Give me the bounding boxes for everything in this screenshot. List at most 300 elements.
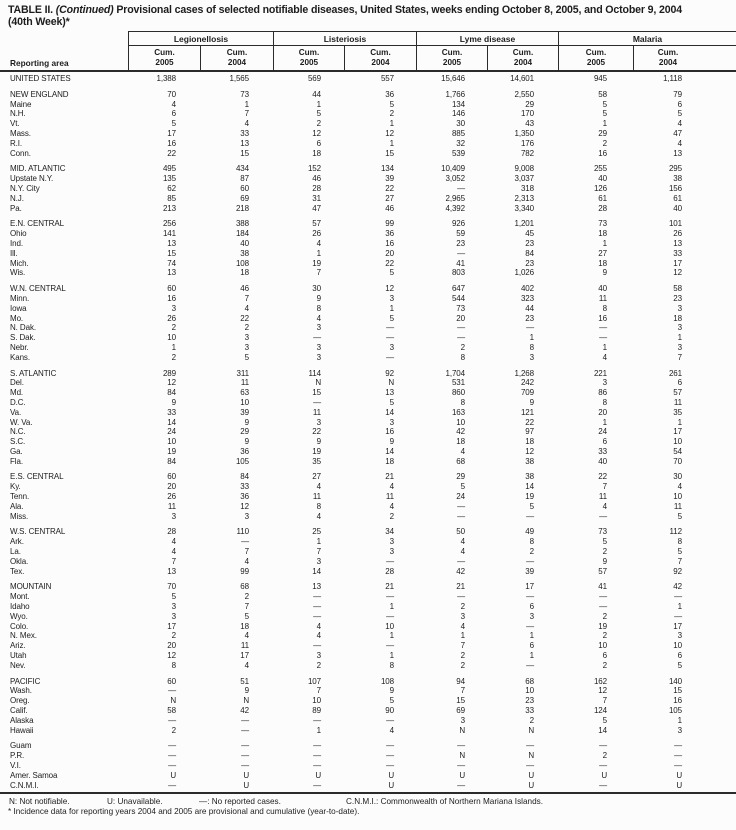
table-row (0, 219, 736, 229)
value-cell: 5 (602, 715, 607, 725)
value-cell: 3 (316, 342, 321, 352)
cum-year-header: Cum. 2004 (344, 46, 416, 71)
value-cell: 140 (668, 676, 682, 686)
value-cell: 47 (673, 128, 682, 138)
value-cell: 13 (673, 148, 682, 158)
value-cell: 5 (389, 268, 394, 278)
table-row (0, 90, 736, 100)
value-cell: 539 (451, 148, 465, 158)
value-cell: — (457, 323, 465, 333)
value-cell: 218 (235, 203, 249, 213)
value-cell: 36 (385, 89, 394, 99)
value-cell: 2 (460, 342, 465, 352)
value-cell: 11 (598, 293, 607, 303)
cum-year-header: Cum. 2005 (273, 46, 344, 71)
value-cell: — (386, 556, 394, 566)
value-cell: 10 (456, 417, 465, 427)
value-cell: 15 (385, 148, 394, 158)
value-cell: — (386, 715, 394, 725)
table-header (0, 31, 736, 71)
value-cell: — (313, 780, 321, 790)
value-cell: — (526, 741, 534, 751)
value-cell: U (315, 770, 321, 780)
value-cell: 27 (598, 248, 607, 258)
value-cell: 1 (460, 631, 465, 641)
value-cell: — (386, 751, 394, 761)
value-cell: 2 (171, 631, 176, 641)
value-cell: 40 (598, 174, 607, 184)
table-row (0, 651, 736, 661)
value-cell: 70 (673, 456, 682, 466)
table-row (0, 239, 736, 249)
value-cell: 108 (235, 258, 249, 268)
value-cell: 3 (460, 611, 465, 621)
table-row (0, 314, 736, 324)
area-cell: Guam (10, 741, 32, 751)
value-cell: 2 (171, 323, 176, 333)
value-cell: 135 (162, 174, 176, 184)
area-cell: N.J. (10, 193, 24, 203)
table-row (0, 398, 736, 408)
value-cell: 5 (316, 109, 321, 119)
value-cell: 2 (389, 511, 394, 521)
value-cell: 3 (171, 611, 176, 621)
footnote-legend (0, 797, 736, 807)
value-cell: 19 (525, 492, 534, 502)
table-row (0, 119, 736, 129)
value-cell: — (526, 323, 534, 333)
area-cell: Wis. (10, 268, 26, 278)
value-cell: 18 (525, 437, 534, 447)
value-cell: 3 (389, 342, 394, 352)
area-cell: NEW ENGLAND (10, 89, 69, 99)
value-cell: 6 (171, 109, 176, 119)
value-cell: 184 (235, 229, 249, 239)
value-cell: 33 (167, 407, 176, 417)
cum-year-header: Cum. 2004 (633, 46, 736, 71)
value-cell: 782 (520, 148, 534, 158)
value-cell: 3 (244, 342, 249, 352)
value-cell: 13 (167, 238, 176, 248)
table-row (0, 761, 736, 771)
table-row (0, 726, 736, 736)
value-cell: 4 (316, 482, 321, 492)
value-cell: 5 (171, 119, 176, 129)
value-cell: 3 (244, 333, 249, 343)
value-cell: 569 (307, 74, 321, 83)
value-cell: 10 (240, 397, 249, 407)
value-cell: 8 (171, 660, 176, 670)
cum-year-header: Cum. 2005 (416, 46, 487, 71)
value-cell: 14 (385, 407, 394, 417)
value-cell: 18 (240, 268, 249, 278)
disease-group-header: Lyme disease (416, 32, 558, 46)
value-cell: 5 (602, 99, 607, 109)
value-cell: 2 (460, 660, 465, 670)
value-cell: — (599, 741, 607, 751)
value-cell: 4 (460, 537, 465, 547)
value-cell: 945 (593, 74, 607, 83)
value-cell: 33 (598, 446, 607, 456)
value-cell: 16 (598, 148, 607, 158)
value-cell: 3 (677, 323, 682, 333)
value-cell: 51 (240, 676, 249, 686)
value-cell: 23 (525, 238, 534, 248)
value-cell: 73 (456, 303, 465, 313)
value-cell: 34 (385, 527, 394, 537)
value-cell: 3 (529, 352, 534, 362)
value-cell: 3 (529, 611, 534, 621)
value-cell: 2 (602, 547, 607, 557)
value-cell: 7 (460, 641, 465, 651)
value-cell: — (241, 715, 249, 725)
value-cell: 99 (385, 219, 394, 229)
value-cell: 10 (673, 492, 682, 502)
value-cell: — (241, 761, 249, 770)
value-cell: 54 (673, 446, 682, 456)
value-cell: — (386, 333, 394, 343)
table-row (0, 333, 736, 343)
cum-year-header: Cum. 2005 (128, 46, 200, 71)
value-cell: 1 (677, 715, 682, 725)
value-cell: 50 (456, 527, 465, 537)
value-cell: 4 (677, 119, 682, 129)
area-cell: Fla. (10, 456, 23, 466)
value-cell: 8 (389, 660, 394, 670)
value-cell: U (528, 770, 534, 780)
value-cell: 10,409 (441, 164, 465, 174)
value-cell: 4 (244, 556, 249, 566)
value-cell: 30 (673, 472, 682, 482)
value-cell: 10 (312, 696, 321, 706)
value-cell: 92 (385, 368, 394, 378)
value-cell: 4 (171, 547, 176, 557)
value-cell: 4 (244, 631, 249, 641)
table-row (0, 418, 736, 428)
value-cell: 38 (673, 174, 682, 184)
value-cell: 141 (162, 229, 176, 239)
value-cell: 885 (451, 128, 465, 138)
area-cell: P.R. (10, 751, 25, 761)
value-cell: 1 (389, 631, 394, 641)
value-cell: N (315, 378, 321, 388)
value-cell: 13 (167, 268, 176, 278)
value-cell: 11 (312, 407, 321, 417)
value-cell: 30 (456, 119, 465, 129)
value-cell: U (459, 770, 465, 780)
value-cell: 2 (529, 715, 534, 725)
value-cell: 1 (602, 119, 607, 129)
table-row (0, 741, 736, 751)
value-cell: 58 (167, 706, 176, 716)
value-cell: 7 (460, 686, 465, 696)
value-cell: 28 (598, 203, 607, 213)
value-cell: 1 (316, 725, 321, 735)
incidence-footnote: * Incidence data for reporting years 2004 and 2005 are provisional and cumulative (year-to-date). (8, 807, 360, 816)
value-cell: 2 (244, 323, 249, 333)
table-row (0, 74, 736, 84)
value-cell: 41 (456, 258, 465, 268)
table-row (0, 388, 736, 398)
value-cell: — (457, 501, 465, 511)
area-cell: E.N. CENTRAL (10, 219, 64, 229)
value-cell: 709 (520, 388, 534, 398)
value-cell: 1,026 (514, 268, 534, 278)
value-cell: 26 (673, 229, 682, 239)
value-cell: 1 (602, 342, 607, 352)
area-cell: Tex. (10, 566, 25, 576)
value-cell: — (313, 715, 321, 725)
value-cell: 59 (456, 229, 465, 239)
value-cell: 156 (668, 183, 682, 193)
value-cell: 5 (389, 99, 394, 109)
value-cell: 860 (451, 388, 465, 398)
value-cell: 70 (167, 89, 176, 99)
value-cell: — (457, 333, 465, 343)
value-cell: 114 (308, 368, 321, 378)
value-cell: 2 (602, 660, 607, 670)
value-cell: 2,550 (514, 89, 534, 99)
value-cell: 4 (171, 99, 176, 109)
value-cell: 84 (525, 248, 534, 258)
value-cell: 42 (456, 566, 465, 576)
value-cell: — (674, 741, 682, 751)
value-cell: 63 (240, 388, 249, 398)
value-cell: 20 (167, 641, 176, 651)
value-cell: 17 (240, 651, 249, 661)
table-row (0, 268, 736, 278)
value-cell: 38 (240, 248, 249, 258)
value-cell: 13 (385, 388, 394, 398)
value-cell: 24 (598, 427, 607, 437)
value-cell: 134 (451, 99, 465, 109)
value-cell: 47 (312, 203, 321, 213)
value-cell: 101 (668, 219, 682, 229)
value-cell: 1 (602, 238, 607, 248)
value-cell: 39 (525, 566, 534, 576)
value-cell: — (313, 611, 321, 621)
value-cell: 4 (316, 621, 321, 631)
area-cell: Amer. Samoa (10, 770, 58, 780)
value-cell: — (168, 715, 176, 725)
table-row (0, 661, 736, 671)
value-cell: 19 (167, 446, 176, 456)
area-cell: Ariz. (10, 641, 26, 651)
value-cell: 803 (451, 268, 465, 278)
value-cell: 84 (240, 472, 249, 482)
value-cell: 3 (316, 556, 321, 566)
value-cell: N (528, 725, 534, 735)
group-header-row (128, 31, 736, 46)
table-row (0, 696, 736, 706)
value-cell: 1 (316, 99, 321, 109)
value-cell: — (526, 511, 534, 521)
value-cell: 1,565 (229, 74, 249, 83)
table-title (8, 5, 732, 28)
value-cell: 14 (167, 417, 176, 427)
value-cell: 4 (244, 660, 249, 670)
value-cell: 105 (668, 706, 682, 716)
value-cell: 289 (162, 368, 176, 378)
value-cell: 35 (673, 407, 682, 417)
value-cell: 163 (451, 407, 465, 417)
area-cell: N.H. (10, 109, 26, 119)
value-cell: 24 (456, 492, 465, 502)
value-cell: 58 (673, 284, 682, 294)
value-cell: — (526, 660, 534, 670)
area-cell: Ohio (10, 229, 27, 239)
value-cell: 97 (525, 427, 534, 437)
value-cell: 4 (244, 303, 249, 313)
table-body (0, 74, 736, 790)
value-cell: 1,201 (514, 219, 534, 229)
value-cell: 126 (593, 183, 607, 193)
value-cell: 495 (162, 164, 176, 174)
value-cell: 39 (240, 407, 249, 417)
value-cell: 2 (602, 631, 607, 641)
value-cell: N (170, 696, 176, 706)
area-cell: N. Mex. (10, 631, 37, 641)
value-cell: 11 (385, 492, 394, 502)
area-cell: Tenn. (10, 492, 30, 502)
value-cell: 10 (598, 641, 607, 651)
value-cell: 13 (240, 138, 249, 148)
table-row (0, 706, 736, 716)
value-cell: 11 (240, 378, 249, 388)
value-cell: 4 (677, 482, 682, 492)
value-cell: 40 (598, 284, 607, 294)
value-cell: 1 (602, 417, 607, 427)
value-cell: 108 (380, 676, 394, 686)
value-cell: 73 (598, 219, 607, 229)
table-row (0, 139, 736, 149)
area-cell: E.S. CENTRAL (10, 472, 64, 482)
table-row (0, 304, 736, 314)
table-row (0, 229, 736, 239)
value-cell: 7 (677, 352, 682, 362)
value-cell: 3 (677, 303, 682, 313)
value-cell: 1 (389, 651, 394, 661)
area-cell: Upstate N.Y. (10, 174, 54, 184)
value-cell: 4 (171, 537, 176, 547)
value-cell: 60 (167, 676, 176, 686)
value-cell: 323 (520, 293, 534, 303)
value-cell: 1 (389, 602, 394, 612)
value-cell: 14 (525, 482, 534, 492)
value-cell: 23 (456, 238, 465, 248)
value-cell: 89 (312, 706, 321, 716)
area-cell: N.Y. City (10, 183, 40, 193)
value-cell: 68 (240, 582, 249, 592)
value-cell: 2 (529, 547, 534, 557)
table-row (0, 641, 736, 651)
area-cell: D.C. (10, 397, 26, 407)
table-row (0, 592, 736, 602)
area-cell: Okla. (10, 556, 29, 566)
area-cell: Mich. (10, 258, 29, 268)
value-cell: — (386, 741, 394, 751)
value-cell: N (388, 378, 394, 388)
value-cell: 9 (244, 437, 249, 447)
value-cell: 5 (602, 109, 607, 119)
area-cell: W. Va. (10, 417, 33, 427)
value-cell: 6 (677, 378, 682, 388)
value-cell: U (601, 770, 607, 780)
value-cell: 8 (602, 303, 607, 313)
value-cell: — (386, 592, 394, 602)
value-cell: U (243, 770, 249, 780)
area-cell: Alaska (10, 715, 34, 725)
value-cell: 9 (602, 556, 607, 566)
value-cell: 16 (167, 293, 176, 303)
value-cell: — (457, 248, 465, 258)
value-cell: 21 (385, 582, 394, 592)
value-cell: 14,601 (510, 74, 534, 83)
table-row (0, 677, 736, 687)
value-cell: 2 (316, 660, 321, 670)
value-cell: 23 (525, 313, 534, 323)
value-cell: 17 (167, 621, 176, 631)
reporting-area-header: Reporting area (10, 57, 69, 68)
value-cell: 9 (316, 437, 321, 447)
value-cell: 45 (525, 229, 534, 239)
value-cell: 40 (598, 456, 607, 466)
value-cell: 5 (389, 397, 394, 407)
value-cell: 402 (520, 284, 534, 294)
value-cell: 4 (602, 352, 607, 362)
value-cell: 295 (668, 164, 682, 174)
value-cell: — (168, 741, 176, 751)
value-cell: 1 (529, 333, 534, 343)
value-cell: 22 (385, 258, 394, 268)
value-cell: — (674, 751, 682, 761)
value-cell: 58 (598, 89, 607, 99)
value-cell: 3 (602, 378, 607, 388)
value-cell: 61 (598, 193, 607, 203)
value-cell: 4 (389, 482, 394, 492)
value-cell: 26 (167, 313, 176, 323)
value-cell: 17 (525, 582, 534, 592)
value-cell: 12 (385, 128, 394, 138)
value-cell: 49 (525, 527, 534, 537)
area-cell: S.C. (10, 437, 26, 447)
value-cell: 152 (307, 164, 321, 174)
value-cell: 3 (171, 303, 176, 313)
value-cell: 84 (167, 456, 176, 466)
value-cell: 3 (316, 417, 321, 427)
table-row (0, 437, 736, 447)
value-cell: 2,965 (445, 193, 465, 203)
value-cell: 23 (525, 258, 534, 268)
value-cell: N (528, 751, 534, 761)
value-cell: — (457, 556, 465, 566)
value-cell: 1,704 (445, 368, 465, 378)
value-cell: 7 (244, 547, 249, 557)
value-cell: U (388, 780, 394, 790)
area-cell: Wash. (10, 686, 32, 696)
table-row (0, 323, 736, 333)
area-cell: Oreg. (10, 696, 30, 706)
value-cell: 20 (598, 407, 607, 417)
value-cell: — (526, 592, 534, 602)
value-cell: 531 (451, 378, 465, 388)
value-cell: 124 (593, 706, 607, 716)
value-cell: 926 (451, 219, 465, 229)
value-cell: 7 (171, 556, 176, 566)
value-cell: 33 (240, 128, 249, 138)
value-cell: 3 (316, 352, 321, 362)
value-cell: 70 (167, 582, 176, 592)
